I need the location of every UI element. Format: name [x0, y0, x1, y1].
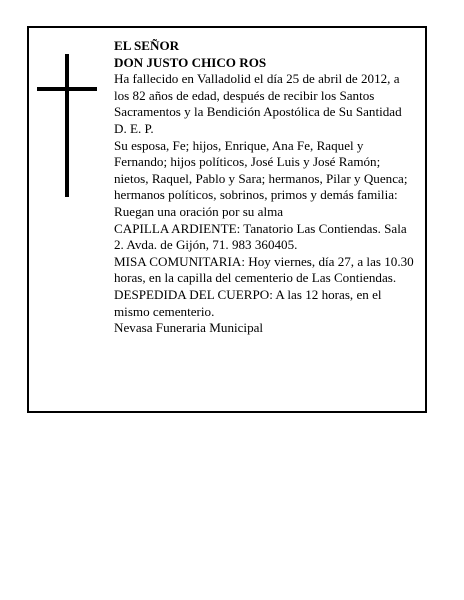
cross-horizontal-bar	[37, 87, 97, 91]
prayer-request: Ruegan una oración por su alma	[114, 203, 284, 219]
latin-cross-icon	[37, 54, 97, 197]
mass-info: MISA COMUNITARIA: Hoy viernes, día 27, a las 10.30 horas, en la capilla del cementerio de Las Contiendas.	[114, 253, 414, 286]
chapel-info: CAPILLA ARDIENTE: Tanatorio Las Contiendas. Sala 2. Avda. de Gijón, 71. 983 360405.	[114, 220, 407, 253]
deceased-name: DON JUSTO CHICO ROS	[114, 54, 267, 70]
farewell-info: DESPEDIDA DEL CUERPO: A las 12 horas, en el mismo cementerio.	[114, 286, 382, 319]
title-line-1: EL SEÑOR	[114, 38, 180, 53]
family-list: Su esposa, Fe; hijos, Enrique, Ana Fe, Raquel y Fernando; hijos políticos, José Luis y José Ramón; nietos, Raquel, Pablo y Sara; hermanos, Pilar y Quenca; hermanos políticos, sobrinos, primos y demás familia:	[114, 137, 408, 203]
funeral-home: Nevasa Funeraria Municipal	[114, 320, 264, 336]
cross-vertical-bar	[65, 54, 69, 197]
obituary-text	[114, 38, 414, 337]
death-announcement: Ha fallecido en Valladolid el día 25 de abril de 2012, a los 82 años de edad, después de recibir los Santos Sacramentos y la Bendición Apostólica de Su Santidad D. E. P.	[114, 71, 402, 136]
